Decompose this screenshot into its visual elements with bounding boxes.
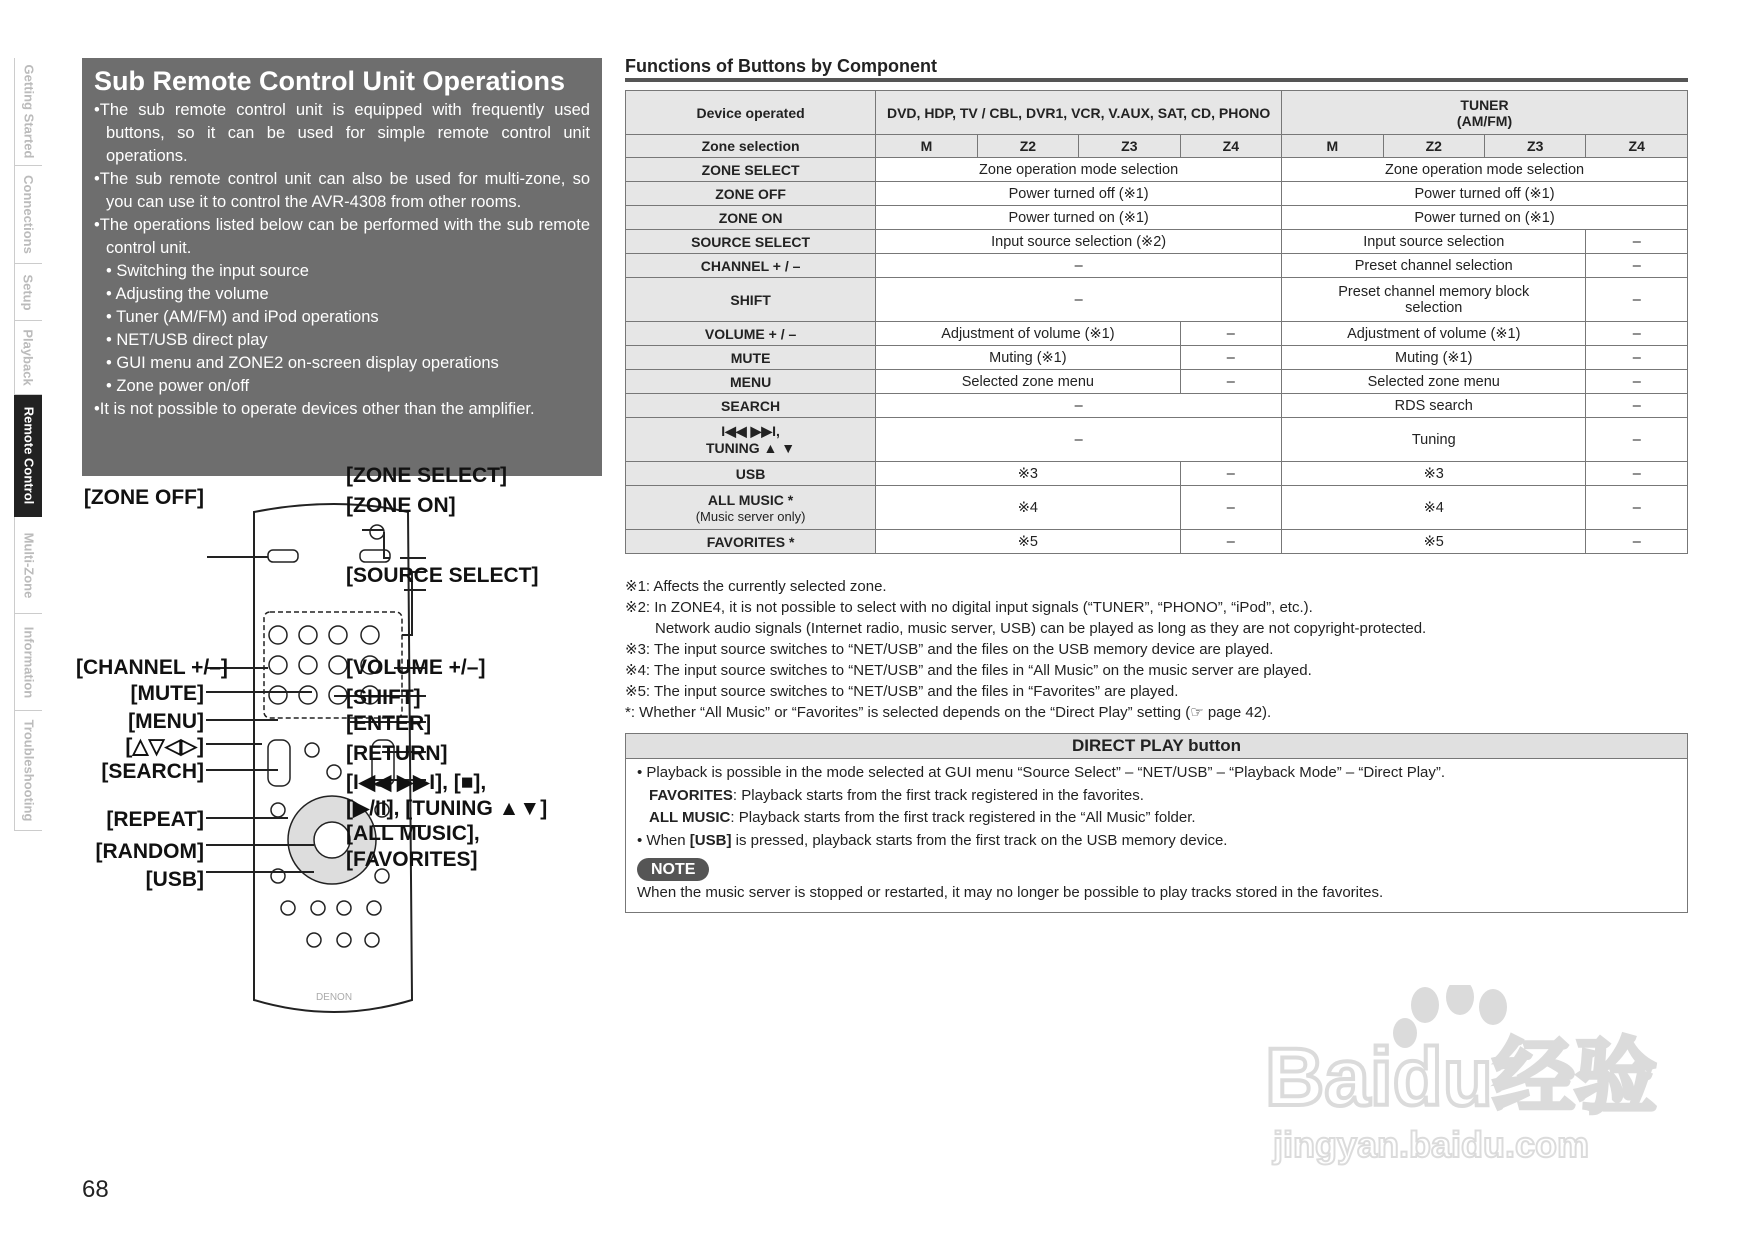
side-tab-troubleshooting[interactable]: Troubleshooting (14, 711, 42, 831)
row-label: I◀◀ ▶▶I, TUNING ▲ ▼ (626, 418, 876, 462)
table-row (626, 370, 1688, 394)
table-row (626, 394, 1688, 418)
functions-table (625, 90, 1688, 554)
watermark-logo: Baidu经验 (1265, 1032, 1657, 1123)
zone-header: M (1282, 135, 1383, 158)
table-cell: Preset channel selection (1282, 254, 1586, 278)
title-rule (625, 78, 1688, 82)
table-row (626, 230, 1688, 254)
table-cell: Muting (※1) (876, 346, 1180, 370)
intro-sub-item: • Adjusting the volume (106, 285, 269, 303)
label-return: [RETURN] (346, 742, 448, 765)
table-cell: Selected zone menu (876, 370, 1180, 394)
row-label: Zone selection (626, 135, 876, 158)
intro-bullet: •The sub remote control unit is equipped with frequently used buttons, so it can be used for simple remote control unit operations. (94, 101, 590, 165)
table-cell: – (1586, 394, 1688, 418)
label-zone-on: [ZONE ON] (346, 494, 456, 517)
table-cell: – (1180, 370, 1281, 394)
row-label: ZONE SELECT (626, 158, 876, 182)
section-title: Sub Remote Control Unit Operations (94, 66, 566, 96)
note-text: When the music server is stopped or restarted, it may no longer be possible to play tracks stored in the favorites. (637, 883, 1384, 901)
table-cell: – (1586, 278, 1688, 322)
row-label: USB (626, 462, 876, 486)
label-volume: [VOLUME +/–] (346, 656, 486, 679)
intro-sub-item: • Zone power on/off (106, 377, 250, 395)
label-search: [SEARCH] (101, 760, 204, 783)
table-cell: Tuning (1282, 418, 1586, 462)
table-cell: – (1586, 418, 1688, 462)
watermark-url: jingyan.baidu.com (1273, 1124, 1590, 1165)
table-cell: – (1586, 254, 1688, 278)
table-cell: – (876, 418, 1282, 462)
row-label: ZONE OFF (626, 182, 876, 206)
table-cell: Power turned off (※1) (1282, 182, 1688, 206)
table-row (626, 462, 1688, 486)
table-cell: Input source selection (1282, 230, 1586, 254)
intro-sub-item: • GUI menu and ZONE2 on-screen display operations (106, 354, 499, 372)
table-cell: – (876, 394, 1282, 418)
side-tab-connections[interactable]: Connections (14, 166, 42, 264)
side-tab-information[interactable]: Information (14, 614, 42, 711)
table-row (626, 346, 1688, 370)
direct-play-all-music: ALL MUSIC: Playback starts from the first track registered in the “All Music” folder. (649, 809, 1196, 826)
label-shift: [SHIFT] (346, 686, 421, 709)
table-row (626, 322, 1688, 346)
direct-play-favorites: FAVORITES: Playback starts from the first track registered in the favorites. (649, 786, 1144, 804)
zone-header: Z3 (1484, 135, 1585, 158)
label-zone-off: [ZONE OFF] (83, 486, 204, 509)
remote-brand: DENON (315, 992, 353, 1003)
remote-diagram (76, 464, 622, 1020)
table-cell: RDS search (1282, 394, 1586, 418)
direct-play-usb: • When [USB] is pressed, playback starts from the first track on the USB memory device. (637, 831, 1228, 849)
row-label: SOURCE SELECT (626, 230, 876, 254)
table-cell: Input source selection (※2) (876, 230, 1282, 254)
table-row (626, 91, 1688, 135)
side-tab-multi-zone[interactable]: Multi-Zone (14, 517, 42, 614)
label-repeat: [REPEAT] (106, 808, 204, 831)
table-cell: – (1180, 486, 1281, 530)
table-cell: Adjustment of volume (※1) (876, 322, 1180, 346)
zone-header: Z4 (1586, 135, 1688, 158)
intro-sub-item: • NET/USB direct play (106, 331, 268, 349)
row-label: FAVORITES * (626, 530, 876, 554)
zone-header: M (876, 135, 977, 158)
table-cell: – (1586, 486, 1688, 530)
table-cell: Zone operation mode selection (876, 158, 1282, 182)
row-label: ALL MUSIC * (Music server only) (626, 486, 876, 530)
intro-sub-item: • Tuner (AM/FM) and iPod operations (106, 308, 379, 326)
footnote: ※2: In ZONE4, it is not possible to select with no digital input signals (“TUNER”, “PHONO”, “iPod”, etc.). (625, 599, 1313, 616)
table-cell: – (1180, 530, 1281, 554)
label-menu: [MENU] (128, 710, 204, 733)
direct-play-box (625, 733, 1688, 913)
table-cell: Selected zone menu (1282, 370, 1586, 394)
footnote: ※4: The input source switches to “NET/USB” and the files in “All Music” on the music server are played. (625, 662, 1312, 679)
row-label: MUTE (626, 346, 876, 370)
table-cell: Muting (※1) (1282, 346, 1586, 370)
table-cell: Power turned on (※1) (876, 206, 1282, 230)
table-cell: – (1586, 346, 1688, 370)
footnote: ※3: The input source switches to “NET/USB” and the files on the USB memory device are played. (625, 641, 1274, 658)
intro-bullet: •The operations listed below can be performed with the sub remote control unit. (94, 216, 590, 257)
table-row (626, 158, 1688, 182)
table-cell: – (1180, 346, 1281, 370)
table-cell: ※4 (1282, 486, 1586, 530)
table-row (626, 530, 1688, 554)
footnotes (625, 576, 1688, 723)
table-cell: Power turned on (※1) (1282, 206, 1688, 230)
table-cell: Preset channel memory block selection (1282, 278, 1586, 322)
table-cell: – (1586, 322, 1688, 346)
table-cell: Power turned off (※1) (876, 182, 1282, 206)
footnote: Network audio signals (Internet radio, music server, USB) can be played as long as they are not copyright-protected. (655, 620, 1427, 637)
table-cell: – (1586, 230, 1688, 254)
zone-header: Z3 (1079, 135, 1180, 158)
table-row (626, 418, 1688, 462)
table-row (626, 182, 1688, 206)
table-cell: ※3 (876, 462, 1180, 486)
intro-box (82, 58, 602, 476)
row-label: SHIFT (626, 278, 876, 322)
label-cursor: [△▽◁▷] (125, 735, 204, 758)
label-channel: [CHANNEL +/–] (76, 656, 228, 679)
table-row (626, 486, 1688, 530)
table-cell: – (876, 254, 1282, 278)
side-tab-remote-control[interactable]: Remote Control (14, 395, 42, 517)
intro-sub-item: • Switching the input source (106, 262, 309, 280)
table-row (626, 278, 1688, 322)
label-play-tuning: [▶/II], [TUNING ▲▼] (346, 797, 548, 820)
intro-bullet: •It is not possible to operate devices other than the amplifier. (94, 400, 535, 418)
side-tab-setup[interactable]: Setup (14, 264, 42, 321)
label-enter: [ENTER] (346, 712, 432, 735)
label-all-music: [ALL MUSIC], (346, 822, 480, 845)
table-cell: – (1586, 370, 1688, 394)
row-label: VOLUME + / – (626, 322, 876, 346)
footnote: ※5: The input source switches to “NET/USB” and the files in “Favorites” are played. (625, 683, 1179, 700)
table-cell: Adjustment of volume (※1) (1282, 322, 1586, 346)
table-cell: ※3 (1282, 462, 1586, 486)
zone-header: Z2 (1383, 135, 1484, 158)
row-label: MENU (626, 370, 876, 394)
label-skip-stop: [I◀◀ ▶▶I], [■], (346, 771, 487, 794)
table-cell: – (876, 278, 1282, 322)
side-tab-getting-started[interactable]: Getting Started (14, 58, 42, 166)
table-cell: ※5 (1282, 530, 1586, 554)
side-tab-strip (14, 58, 42, 868)
table-cell: ※5 (876, 530, 1180, 554)
zone-header: Z2 (977, 135, 1078, 158)
table-cell: Zone operation mode selection (1282, 158, 1688, 182)
intro-bullet: •The sub remote control unit can also be used for multi-zone, so you can use it to control the AVR-4308 from other rooms. (94, 170, 590, 211)
label-favorites: [FAVORITES] (346, 848, 478, 871)
table-row (626, 206, 1688, 230)
direct-play-line: • Playback is possible in the mode selected at GUI menu “Source Select” – “NET/USB” – “Playback Mode” – “Direct Play”. (637, 764, 1446, 781)
table-cell: – (1180, 322, 1281, 346)
note-badge: NOTE (637, 858, 709, 881)
table-title: Functions of Buttons by Component (625, 56, 937, 76)
zone-header: Z4 (1180, 135, 1281, 158)
label-source-select: [SOURCE SELECT] (346, 564, 539, 587)
label-random: [RANDOM] (95, 840, 204, 863)
table-cell: – (1180, 462, 1281, 486)
header-group-sources: DVD, HDP, TV / CBL, DVR1, VCR, V.AUX, SAT, CD, PHONO (876, 91, 1282, 135)
header-device-operated: Device operated (626, 91, 876, 135)
label-zone-select: [ZONE SELECT] (346, 464, 507, 487)
side-tab-playback[interactable]: Playback (14, 321, 42, 395)
table-cell: ※4 (876, 486, 1180, 530)
direct-play-heading: DIRECT PLAY button (626, 734, 1687, 759)
table-cell: – (1586, 462, 1688, 486)
label-mute: [MUTE] (130, 682, 204, 705)
baidu-watermark (1255, 985, 1675, 1175)
footnote: *: Whether “All Music” or “Favorites” is selected depends on the “Direct Play” setting (☞ page 42). (625, 704, 1272, 721)
row-label: SEARCH (626, 394, 876, 418)
row-label: CHANNEL + / – (626, 254, 876, 278)
footnote: ※1: Affects the currently selected zone. (625, 578, 887, 595)
page-number: 68 (82, 1176, 109, 1203)
row-label: ZONE ON (626, 206, 876, 230)
table-cell: – (1586, 530, 1688, 554)
header-group-tuner: TUNER (AM/FM) (1282, 91, 1688, 135)
label-usb: [USB] (145, 868, 204, 891)
table-row (626, 135, 1688, 158)
table-row (626, 254, 1688, 278)
